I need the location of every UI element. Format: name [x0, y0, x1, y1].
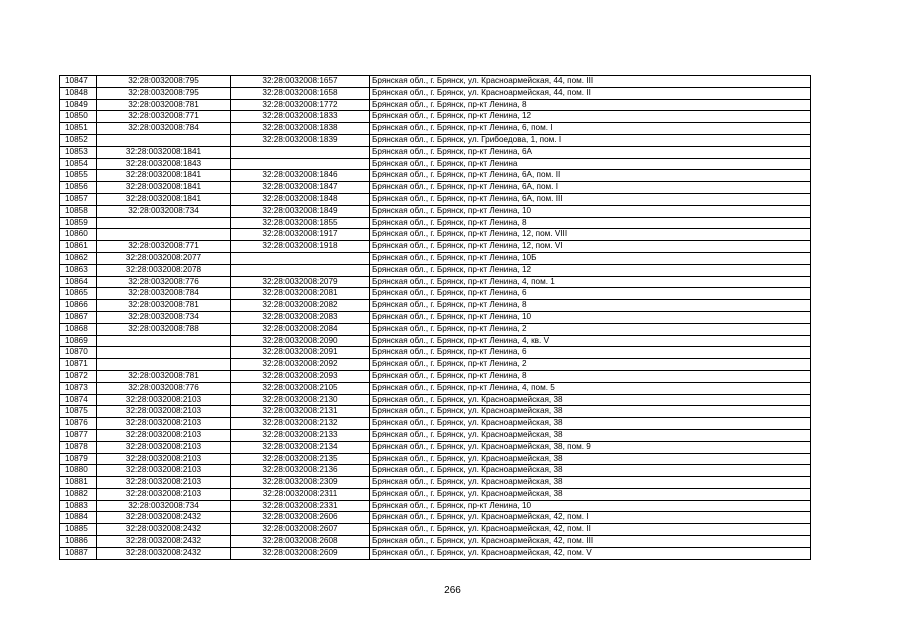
source-cadastral-cell: 32:28:0032008:781 — [97, 300, 231, 312]
table-row — [60, 536, 811, 548]
row-id-cell: 10854 — [60, 158, 97, 170]
source-cadastral-cell: 32:28:0032008:2432 — [97, 512, 231, 524]
table-row — [60, 453, 811, 465]
address-cell: Брянская обл., г. Брянск, ул. Красноармейская, 44, пом. II — [370, 87, 811, 99]
address-cell: Брянская обл., г. Брянск, ул. Красноармейская, 42, пом. I — [370, 512, 811, 524]
cadastral-number-cell: 32:28:0032008:2091 — [231, 347, 370, 359]
source-cadastral-cell: 32:28:0032008:781 — [97, 99, 231, 111]
row-id-cell: 10886 — [60, 536, 97, 548]
row-id-cell: 10863 — [60, 264, 97, 276]
row-id-cell: 10877 — [60, 429, 97, 441]
address-cell: Брянская обл., г. Брянск, ул. Красноармейская, 44, пом. III — [370, 76, 811, 88]
table-row — [60, 500, 811, 512]
source-cadastral-cell: 32:28:0032008:2078 — [97, 264, 231, 276]
address-cell: Брянская обл., г. Брянск, пр-кт Ленина, 8 — [370, 217, 811, 229]
address-cell: Брянская обл., г. Брянск, пр-кт Ленина, 4, пом. 1 — [370, 276, 811, 288]
address-cell: Брянская обл., г. Брянск, пр-кт Ленина, 10 — [370, 500, 811, 512]
address-cell: Брянская обл., г. Брянск, ул. Красноармейская, 38 — [370, 477, 811, 489]
source-cadastral-cell: 32:28:0032008:784 — [97, 123, 231, 135]
cadastral-number-cell: 32:28:0032008:1838 — [231, 123, 370, 135]
row-id-cell: 10856 — [60, 182, 97, 194]
source-cadastral-cell: 32:28:0032008:2103 — [97, 465, 231, 477]
source-cadastral-cell: 32:28:0032008:2103 — [97, 477, 231, 489]
source-cadastral-cell — [97, 359, 231, 371]
table-row — [60, 359, 811, 371]
source-cadastral-cell: 32:28:0032008:795 — [97, 87, 231, 99]
cadastral-number-cell: 32:28:0032008:2092 — [231, 359, 370, 371]
address-cell: Брянская обл., г. Брянск, пр-кт Ленина, 12 — [370, 111, 811, 123]
cadastral-number-cell — [231, 264, 370, 276]
address-cell: Брянская обл., г. Брянск, ул. Красноармейская, 38, пом. 9 — [370, 441, 811, 453]
row-id-cell: 10883 — [60, 500, 97, 512]
source-cadastral-cell: 32:28:0032008:795 — [97, 76, 231, 88]
address-cell: Брянская обл., г. Брянск, пр-кт Ленина, 12 — [370, 264, 811, 276]
row-id-cell: 10849 — [60, 99, 97, 111]
address-cell: Брянская обл., г. Брянск, ул. Красноармейская, 38 — [370, 418, 811, 430]
cadastral-number-cell: 32:28:0032008:2331 — [231, 500, 370, 512]
row-id-cell: 10871 — [60, 359, 97, 371]
source-cadastral-cell: 32:28:0032008:781 — [97, 370, 231, 382]
cadastral-number-cell: 32:28:0032008:1658 — [231, 87, 370, 99]
cadastral-number-cell: 32:28:0032008:2606 — [231, 512, 370, 524]
address-cell: Брянская обл., г. Брянск, ул. Красноармейская, 38 — [370, 429, 811, 441]
table-row — [60, 394, 811, 406]
address-cell: Брянская обл., г. Брянск, пр-кт Ленина — [370, 158, 811, 170]
table-row — [60, 370, 811, 382]
cadastral-number-cell: 32:28:0032008:1657 — [231, 76, 370, 88]
cadastral-number-cell: 32:28:0032008:1847 — [231, 182, 370, 194]
table-row — [60, 205, 811, 217]
table-row — [60, 524, 811, 536]
cadastral-number-cell — [231, 146, 370, 158]
table-row — [60, 311, 811, 323]
address-cell: Брянская обл., г. Брянск, пр-кт Ленина, 6 — [370, 347, 811, 359]
table-row — [60, 288, 811, 300]
address-cell: Брянская обл., г. Брянск, пр-кт Ленина, 6 — [370, 288, 811, 300]
table-row — [60, 252, 811, 264]
source-cadastral-cell: 32:28:0032008:2432 — [97, 547, 231, 559]
row-id-cell: 10882 — [60, 488, 97, 500]
cadastral-number-cell: 32:28:0032008:2093 — [231, 370, 370, 382]
source-cadastral-cell: 32:28:0032008:2103 — [97, 453, 231, 465]
property-table-body — [60, 76, 811, 560]
cadastral-number-cell: 32:28:0032008:2134 — [231, 441, 370, 453]
cadastral-number-cell: 32:28:0032008:2135 — [231, 453, 370, 465]
source-cadastral-cell: 32:28:0032008:1841 — [97, 146, 231, 158]
row-id-cell: 10876 — [60, 418, 97, 430]
table-row — [60, 111, 811, 123]
address-cell: Брянская обл., г. Брянск, пр-кт Ленина, 2 — [370, 359, 811, 371]
address-cell: Брянская обл., г. Брянск, пр-кт Ленина, 4, пом. 5 — [370, 382, 811, 394]
address-cell: Брянская обл., г. Брянск, пр-кт Ленина, 10 — [370, 311, 811, 323]
address-cell: Брянская обл., г. Брянск, пр-кт Ленина, 10 — [370, 205, 811, 217]
table-row — [60, 477, 811, 489]
page-number: 266 — [444, 585, 461, 596]
row-id-cell: 10867 — [60, 311, 97, 323]
table-row — [60, 441, 811, 453]
cadastral-number-cell: 32:28:0032008:2084 — [231, 323, 370, 335]
table-row — [60, 146, 811, 158]
cadastral-number-cell: 32:28:0032008:2608 — [231, 536, 370, 548]
row-id-cell: 10881 — [60, 477, 97, 489]
source-cadastral-cell: 32:28:0032008:2077 — [97, 252, 231, 264]
table-row — [60, 300, 811, 312]
address-cell: Брянская обл., г. Брянск, пр-кт Ленина, 6А, пом. II — [370, 170, 811, 182]
cadastral-number-cell: 32:28:0032008:1855 — [231, 217, 370, 229]
source-cadastral-cell: 32:28:0032008:2103 — [97, 406, 231, 418]
address-cell: Брянская обл., г. Брянск, ул. Красноармейская, 42, пом. V — [370, 547, 811, 559]
address-cell: Брянская обл., г. Брянск, пр-кт Ленина, 12, пом. VI — [370, 241, 811, 253]
table-row — [60, 382, 811, 394]
table-row — [60, 76, 811, 88]
row-id-cell: 10869 — [60, 335, 97, 347]
table-row — [60, 418, 811, 430]
row-id-cell: 10885 — [60, 524, 97, 536]
row-id-cell: 10853 — [60, 146, 97, 158]
cadastral-number-cell: 32:28:0032008:2083 — [231, 311, 370, 323]
source-cadastral-cell: 32:28:0032008:771 — [97, 241, 231, 253]
cadastral-number-cell: 32:28:0032008:1833 — [231, 111, 370, 123]
cadastral-number-cell: 32:28:0032008:1772 — [231, 99, 370, 111]
cadastral-number-cell: 32:28:0032008:2079 — [231, 276, 370, 288]
property-table — [59, 75, 811, 560]
address-cell: Брянская обл., г. Брянск, ул. Красноармейская, 38 — [370, 453, 811, 465]
cadastral-number-cell: 32:28:0032008:1846 — [231, 170, 370, 182]
row-id-cell: 10868 — [60, 323, 97, 335]
row-id-cell: 10862 — [60, 252, 97, 264]
source-cadastral-cell: 32:28:0032008:2432 — [97, 524, 231, 536]
address-cell: Брянская обл., г. Брянск, пр-кт Ленина, 8 — [370, 99, 811, 111]
source-cadastral-cell: 32:28:0032008:734 — [97, 205, 231, 217]
address-cell: Брянская обл., г. Брянск, пр-кт Ленина, 12, пом. VIII — [370, 229, 811, 241]
address-cell: Брянская обл., г. Брянск, пр-кт Ленина, 8 — [370, 300, 811, 312]
cadastral-number-cell: 32:28:0032008:2311 — [231, 488, 370, 500]
source-cadastral-cell: 32:28:0032008:1841 — [97, 170, 231, 182]
cadastral-number-cell: 32:28:0032008:1917 — [231, 229, 370, 241]
row-id-cell: 10866 — [60, 300, 97, 312]
cadastral-number-cell: 32:28:0032008:1848 — [231, 193, 370, 205]
row-id-cell: 10848 — [60, 87, 97, 99]
row-id-cell: 10887 — [60, 547, 97, 559]
table-row — [60, 170, 811, 182]
table-row — [60, 547, 811, 559]
source-cadastral-cell: 32:28:0032008:2103 — [97, 441, 231, 453]
source-cadastral-cell: 32:28:0032008:784 — [97, 288, 231, 300]
cadastral-number-cell: 32:28:0032008:2082 — [231, 300, 370, 312]
source-cadastral-cell: 32:28:0032008:1841 — [97, 193, 231, 205]
table-row — [60, 217, 811, 229]
row-id-cell: 10880 — [60, 465, 97, 477]
row-id-cell: 10850 — [60, 111, 97, 123]
row-id-cell: 10855 — [60, 170, 97, 182]
address-cell: Брянская обл., г. Брянск, пр-кт Ленина, 6, пом. I — [370, 123, 811, 135]
address-cell: Брянская обл., г. Брянск, ул. Красноармейская, 38 — [370, 488, 811, 500]
table-row — [60, 429, 811, 441]
table-row — [60, 229, 811, 241]
cadastral-number-cell: 32:28:0032008:1849 — [231, 205, 370, 217]
cadastral-number-cell: 32:28:0032008:2133 — [231, 429, 370, 441]
row-id-cell: 10875 — [60, 406, 97, 418]
table-row — [60, 193, 811, 205]
address-cell: Брянская обл., г. Брянск, пр-кт Ленина, 6А, пом. III — [370, 193, 811, 205]
table-row — [60, 335, 811, 347]
row-id-cell: 10861 — [60, 241, 97, 253]
address-cell: Брянская обл., г. Брянск, пр-кт Ленина, 8 — [370, 370, 811, 382]
cadastral-number-cell: 32:28:0032008:2131 — [231, 406, 370, 418]
table-row — [60, 87, 811, 99]
table-row — [60, 347, 811, 359]
row-id-cell: 10859 — [60, 217, 97, 229]
address-cell: Брянская обл., г. Брянск, пр-кт Ленина, 6А — [370, 146, 811, 158]
row-id-cell: 10864 — [60, 276, 97, 288]
source-cadastral-cell — [97, 134, 231, 146]
address-cell: Брянская обл., г. Брянск, пр-кт Ленина, 10Б — [370, 252, 811, 264]
row-id-cell: 10870 — [60, 347, 97, 359]
row-id-cell: 10872 — [60, 370, 97, 382]
source-cadastral-cell: 32:28:0032008:2103 — [97, 488, 231, 500]
cadastral-number-cell: 32:28:0032008:1839 — [231, 134, 370, 146]
cadastral-number-cell — [231, 158, 370, 170]
row-id-cell: 10852 — [60, 134, 97, 146]
cadastral-number-cell: 32:28:0032008:2609 — [231, 547, 370, 559]
source-cadastral-cell: 32:28:0032008:2103 — [97, 418, 231, 430]
source-cadastral-cell: 32:28:0032008:2103 — [97, 429, 231, 441]
source-cadastral-cell: 32:28:0032008:1841 — [97, 182, 231, 194]
table-row — [60, 182, 811, 194]
table-row — [60, 512, 811, 524]
source-cadastral-cell: 32:28:0032008:734 — [97, 500, 231, 512]
cadastral-number-cell: 32:28:0032008:2309 — [231, 477, 370, 489]
address-cell: Брянская обл., г. Брянск, пр-кт Ленина, 6А, пом. I — [370, 182, 811, 194]
row-id-cell: 10878 — [60, 441, 97, 453]
row-id-cell: 10874 — [60, 394, 97, 406]
row-id-cell: 10857 — [60, 193, 97, 205]
cadastral-number-cell: 32:28:0032008:2136 — [231, 465, 370, 477]
row-id-cell: 10865 — [60, 288, 97, 300]
table-row — [60, 276, 811, 288]
row-id-cell: 10879 — [60, 453, 97, 465]
address-cell: Брянская обл., г. Брянск, ул. Красноармейская, 42, пом. II — [370, 524, 811, 536]
row-id-cell: 10851 — [60, 123, 97, 135]
address-cell: Брянская обл., г. Брянск, пр-кт Ленина, 4, кв. V — [370, 335, 811, 347]
table-row — [60, 134, 811, 146]
cadastral-number-cell — [231, 252, 370, 264]
source-cadastral-cell — [97, 335, 231, 347]
source-cadastral-cell: 32:28:0032008:776 — [97, 382, 231, 394]
source-cadastral-cell — [97, 217, 231, 229]
row-id-cell: 10860 — [60, 229, 97, 241]
address-cell: Брянская обл., г. Брянск, пр-кт Ленина, 2 — [370, 323, 811, 335]
cadastral-number-cell: 32:28:0032008:1918 — [231, 241, 370, 253]
address-cell: Брянская обл., г. Брянск, ул. Красноармейская, 38 — [370, 394, 811, 406]
address-cell: Брянская обл., г. Брянск, ул. Красноармейская, 38 — [370, 406, 811, 418]
cadastral-number-cell: 32:28:0032008:2130 — [231, 394, 370, 406]
table-row — [60, 158, 811, 170]
table-row — [60, 323, 811, 335]
address-cell: Брянская обл., г. Брянск, ул. Красноармейская, 42, пом. III — [370, 536, 811, 548]
source-cadastral-cell: 32:28:0032008:776 — [97, 276, 231, 288]
cadastral-number-cell: 32:28:0032008:2132 — [231, 418, 370, 430]
address-cell: Брянская обл., г. Брянск, ул. Грибоедова, 1, пом. I — [370, 134, 811, 146]
source-cadastral-cell: 32:28:0032008:2432 — [97, 536, 231, 548]
table-row — [60, 99, 811, 111]
source-cadastral-cell — [97, 347, 231, 359]
row-id-cell: 10858 — [60, 205, 97, 217]
cadastral-number-cell: 32:28:0032008:2607 — [231, 524, 370, 536]
row-id-cell: 10884 — [60, 512, 97, 524]
cadastral-number-cell: 32:28:0032008:2105 — [231, 382, 370, 394]
source-cadastral-cell — [97, 229, 231, 241]
table-row — [60, 465, 811, 477]
row-id-cell: 10873 — [60, 382, 97, 394]
table-row — [60, 488, 811, 500]
address-cell: Брянская обл., г. Брянск, ул. Красноармейская, 38 — [370, 465, 811, 477]
source-cadastral-cell: 32:28:0032008:2103 — [97, 394, 231, 406]
source-cadastral-cell: 32:28:0032008:771 — [97, 111, 231, 123]
table-row — [60, 264, 811, 276]
table-row — [60, 406, 811, 418]
cadastral-number-cell: 32:28:0032008:2090 — [231, 335, 370, 347]
source-cadastral-cell: 32:28:0032008:788 — [97, 323, 231, 335]
cadastral-number-cell: 32:28:0032008:2081 — [231, 288, 370, 300]
source-cadastral-cell: 32:28:0032008:734 — [97, 311, 231, 323]
table-row — [60, 241, 811, 253]
source-cadastral-cell: 32:28:0032008:1843 — [97, 158, 231, 170]
table-row — [60, 123, 811, 135]
row-id-cell: 10847 — [60, 76, 97, 88]
